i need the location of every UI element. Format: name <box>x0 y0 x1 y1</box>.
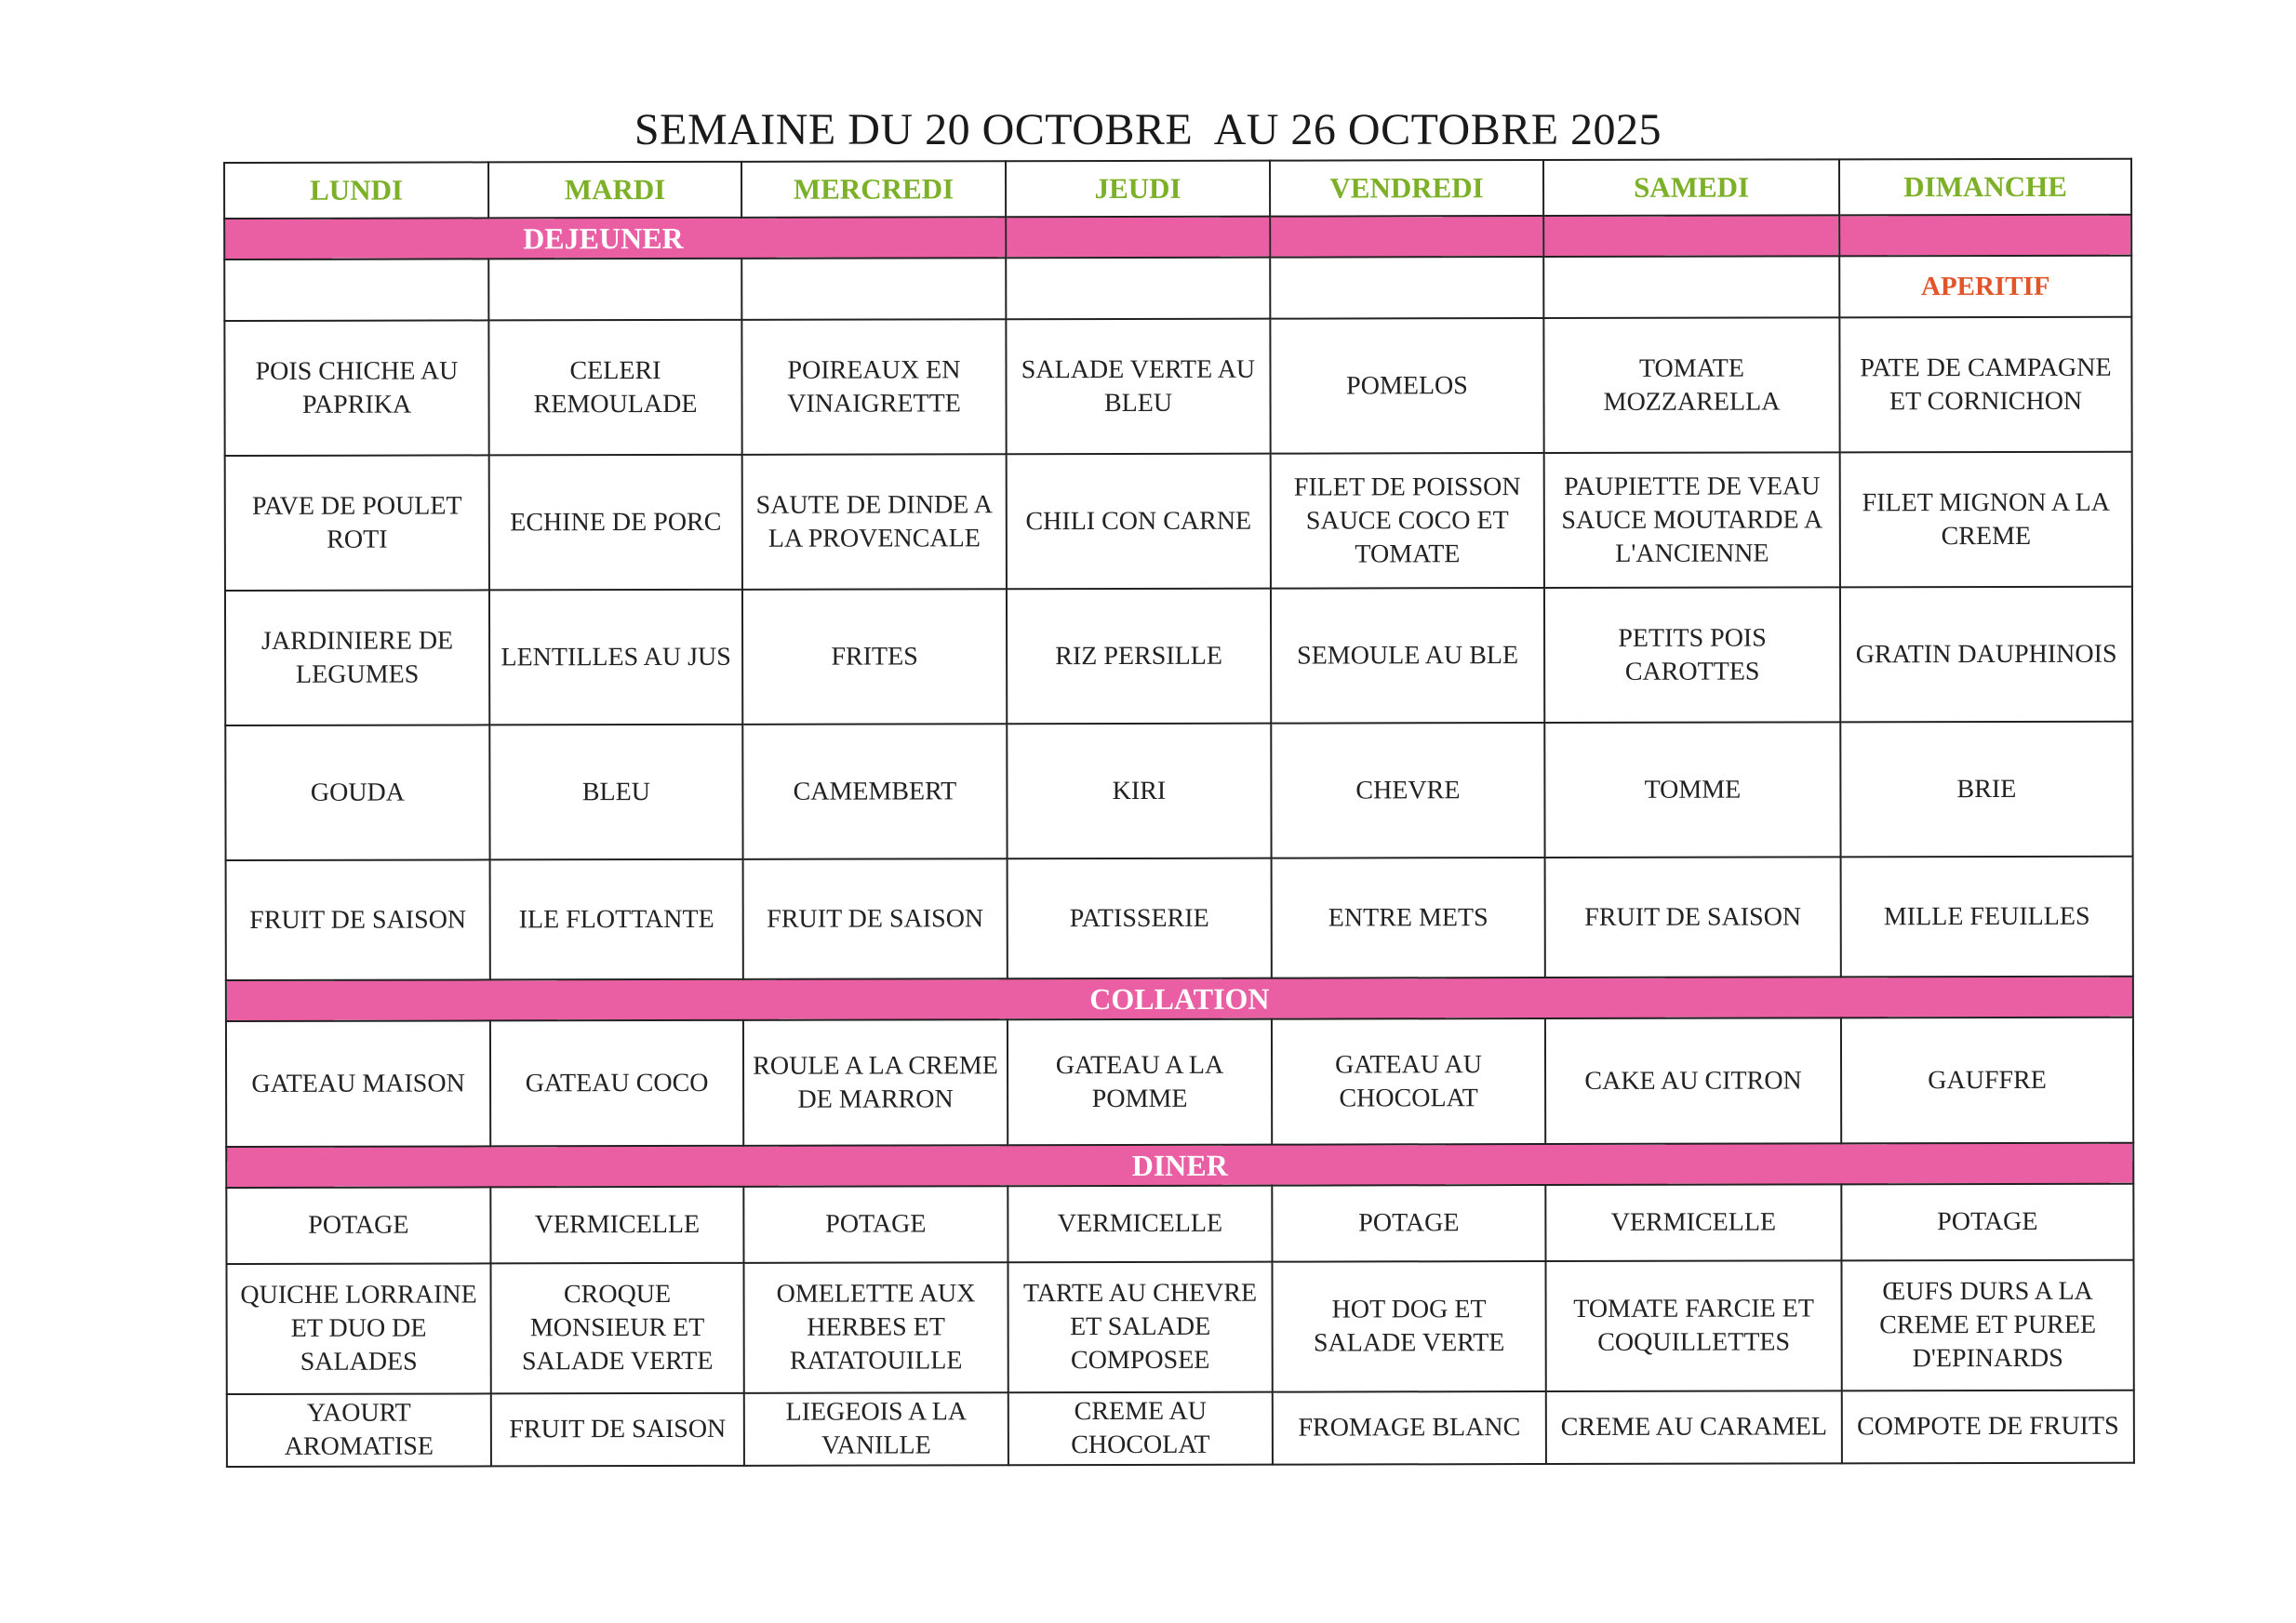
menu-cell: VERMICELLE <box>490 1187 743 1264</box>
section-band-cell <box>1006 217 1270 259</box>
aperitif-row <box>224 256 2131 321</box>
section-label-collation: COLLATION <box>226 977 2133 1021</box>
menu-cell: PAUPIETTE DE VEAU SAUCE MOUTARDE A L'ANCIENNE <box>1544 452 1840 588</box>
menu-cell: CREME AU CHOCOLAT <box>1008 1392 1273 1466</box>
menu-cell: CHILI CON CARNE <box>1007 454 1271 590</box>
menu-cell: FRUIT DE SAISON <box>491 1393 744 1467</box>
menu-cell: GRATIN DAUPHINOIS <box>1840 587 2132 723</box>
menu-cell: FROMAGE BLANC <box>1273 1391 1546 1465</box>
aperitif-cell-vendredi <box>1270 257 1543 319</box>
menu-cell: CROQUE MONSIEUR ET SALADE VERTE <box>490 1263 743 1394</box>
menu-cell: ECHINE DE PORC <box>489 455 742 591</box>
menu-cell: JARDINIERE DE LEGUMES <box>225 590 489 725</box>
menu-cell: CAKE AU CITRON <box>1545 1018 1841 1144</box>
section-band-collation <box>226 977 2133 1021</box>
section-band-cell <box>1270 216 1543 258</box>
menu-cell: OMELETTE AUX HERBES ET RATATOUILLE <box>743 1262 1008 1393</box>
aperitif-label: APERITIF <box>1920 271 2050 301</box>
menu-cell: LIEGEOIS A LA VANILLE <box>744 1392 1008 1466</box>
day-header-vendredi: VENDREDI <box>1270 160 1543 217</box>
menu-cell: TOMATE FARCIE ET COQUILLETTES <box>1545 1260 1841 1391</box>
section-label-diner: DINER <box>226 1143 2133 1188</box>
menu-cell: VERMICELLE <box>1545 1184 1841 1261</box>
aperitif-cell-lundi <box>224 259 488 321</box>
menu-cell: BLEU <box>489 725 742 860</box>
aperitif-cell-mardi <box>488 259 741 321</box>
menu-cell: POIS CHICHE AU PAPRIKA <box>224 320 488 456</box>
section-band-diner <box>226 1143 2133 1188</box>
menu-cell: ENTRE METS <box>1272 858 1545 978</box>
collation-row <box>226 1018 2133 1147</box>
menu-cell: POIREAUX EN VINAIGRETTE <box>741 319 1006 455</box>
dejeuner-row-accompagnement <box>225 587 2132 725</box>
day-header-jeudi: JEUDI <box>1006 161 1270 218</box>
menu-cell: FRUIT DE SAISON <box>1545 857 1841 978</box>
menu-cell: GATEAU AU CHOCOLAT <box>1272 1018 1545 1145</box>
menu-cell: FRITES <box>742 589 1007 725</box>
menu-cell: FILET DE POISSON SAUCE COCO ET TOMATE <box>1271 453 1544 589</box>
diner-row-dessert <box>227 1390 2134 1467</box>
page-title: SEMAINE DU 20 OCTOBRE AU 26 OCTOBRE 2025 <box>634 105 1662 154</box>
menu-cell: COMPOTE DE FRUITS <box>1842 1390 2134 1464</box>
menu-cell: TOMATE MOZZARELLA <box>1543 317 1839 453</box>
menu-cell: ŒUFS DURS A LA CREME ET PUREE D'EPINARDS <box>1841 1260 2133 1391</box>
menu-cell: GATEAU MAISON <box>226 1020 490 1147</box>
day-header-row <box>224 159 2131 219</box>
menu-cell: POTAGE <box>743 1186 1008 1263</box>
menu-cell: CHEVRE <box>1271 723 1544 858</box>
section-band-cell <box>1543 215 1839 257</box>
menu-cell: FRUIT DE SAISON <box>226 859 490 980</box>
dejeuner-row-dessert <box>226 857 2133 980</box>
menu-cell: GATEAU COCO <box>490 1020 743 1147</box>
menu-cell: RIZ PERSILLE <box>1007 589 1271 725</box>
menu-cell: POTAGE <box>226 1187 490 1264</box>
menu-cell: POMELOS <box>1270 318 1543 454</box>
menu-cell: GOUDA <box>225 725 489 860</box>
menu-cell: FRUIT DE SAISON <box>743 858 1008 979</box>
aperitif-cell-samedi <box>1543 256 1839 318</box>
menu-cell: POTAGE <box>1841 1184 2133 1261</box>
menu-cell: CAMEMBERT <box>742 724 1007 859</box>
menu-cell: KIRI <box>1007 724 1271 859</box>
menu-cell: TARTE AU CHEVRE ET SALADE COMPOSEE <box>1008 1262 1272 1393</box>
menu-cell: HOT DOG ET SALADE VERTE <box>1272 1261 1545 1392</box>
menu-cell: VERMICELLE <box>1008 1186 1272 1263</box>
weekly-menu-table <box>223 158 2135 1468</box>
menu-cell: ROULE A LA CREME DE MARRON <box>743 1019 1008 1146</box>
aperitif-cell-dimanche <box>1839 256 2131 318</box>
diner-row-soupe <box>226 1184 2133 1264</box>
menu-cell: SEMOULE AU BLE <box>1271 588 1544 724</box>
menu-cell: ILE FLOTTANTE <box>490 859 743 980</box>
section-band-dejeuner <box>224 215 2131 259</box>
day-header-mardi: MARDI <box>488 162 741 219</box>
day-header-dimanche: DIMANCHE <box>1839 159 2131 216</box>
menu-cell: CREME AU CARAMEL <box>1546 1390 1842 1464</box>
menu-cell: LENTILLES AU JUS <box>489 590 742 725</box>
menu-cell: TOMME <box>1544 722 1840 858</box>
menu-cell: SALADE VERTE AU BLEU <box>1006 319 1270 455</box>
menu-cell: PATISSERIE <box>1008 858 1272 979</box>
dejeuner-row-fromage <box>225 722 2132 860</box>
aperitif-cell-jeudi <box>1006 258 1270 320</box>
menu-cell: POTAGE <box>1272 1185 1545 1262</box>
aperitif-cell-mercredi <box>741 258 1006 320</box>
day-header-mercredi: MERCREDI <box>741 161 1006 218</box>
menu-cell: SAUTE DE DINDE A LA PROVENCALE <box>742 454 1007 590</box>
diner-row-plat <box>226 1260 2133 1394</box>
menu-cell: FILET MIGNON A LA CREME <box>1840 452 2132 588</box>
menu-cell: PATE DE CAMPAGNE ET CORNICHON <box>1839 317 2131 453</box>
menu-cell: BRIE <box>1840 722 2132 858</box>
section-band-cell <box>1839 215 2131 257</box>
menu-cell: YAOURT AROMATISE <box>227 1393 491 1467</box>
menu-cell: GAUFFRE <box>1841 1018 2133 1144</box>
dejeuner-row-entree <box>224 317 2131 456</box>
menu-cell: MILLE FEUILLES <box>1841 857 2133 978</box>
menu-cell: QUICHE LORRAINE ET DUO DE SALADES <box>226 1263 490 1394</box>
menu-cell: PETITS POIS CAROTTES <box>1544 587 1840 723</box>
menu-cell: CELERI REMOULADE <box>488 320 741 456</box>
menu-cell: GATEAU A LA POMME <box>1008 1019 1272 1146</box>
dejeuner-row-plat <box>225 452 2132 591</box>
section-label-dejeuner: DEJEUNER <box>224 217 1006 259</box>
day-header-samedi: SAMEDI <box>1543 159 1839 216</box>
menu-cell: PAVE DE POULET ROTI <box>225 455 489 591</box>
day-header-lundi: LUNDI <box>224 162 488 219</box>
